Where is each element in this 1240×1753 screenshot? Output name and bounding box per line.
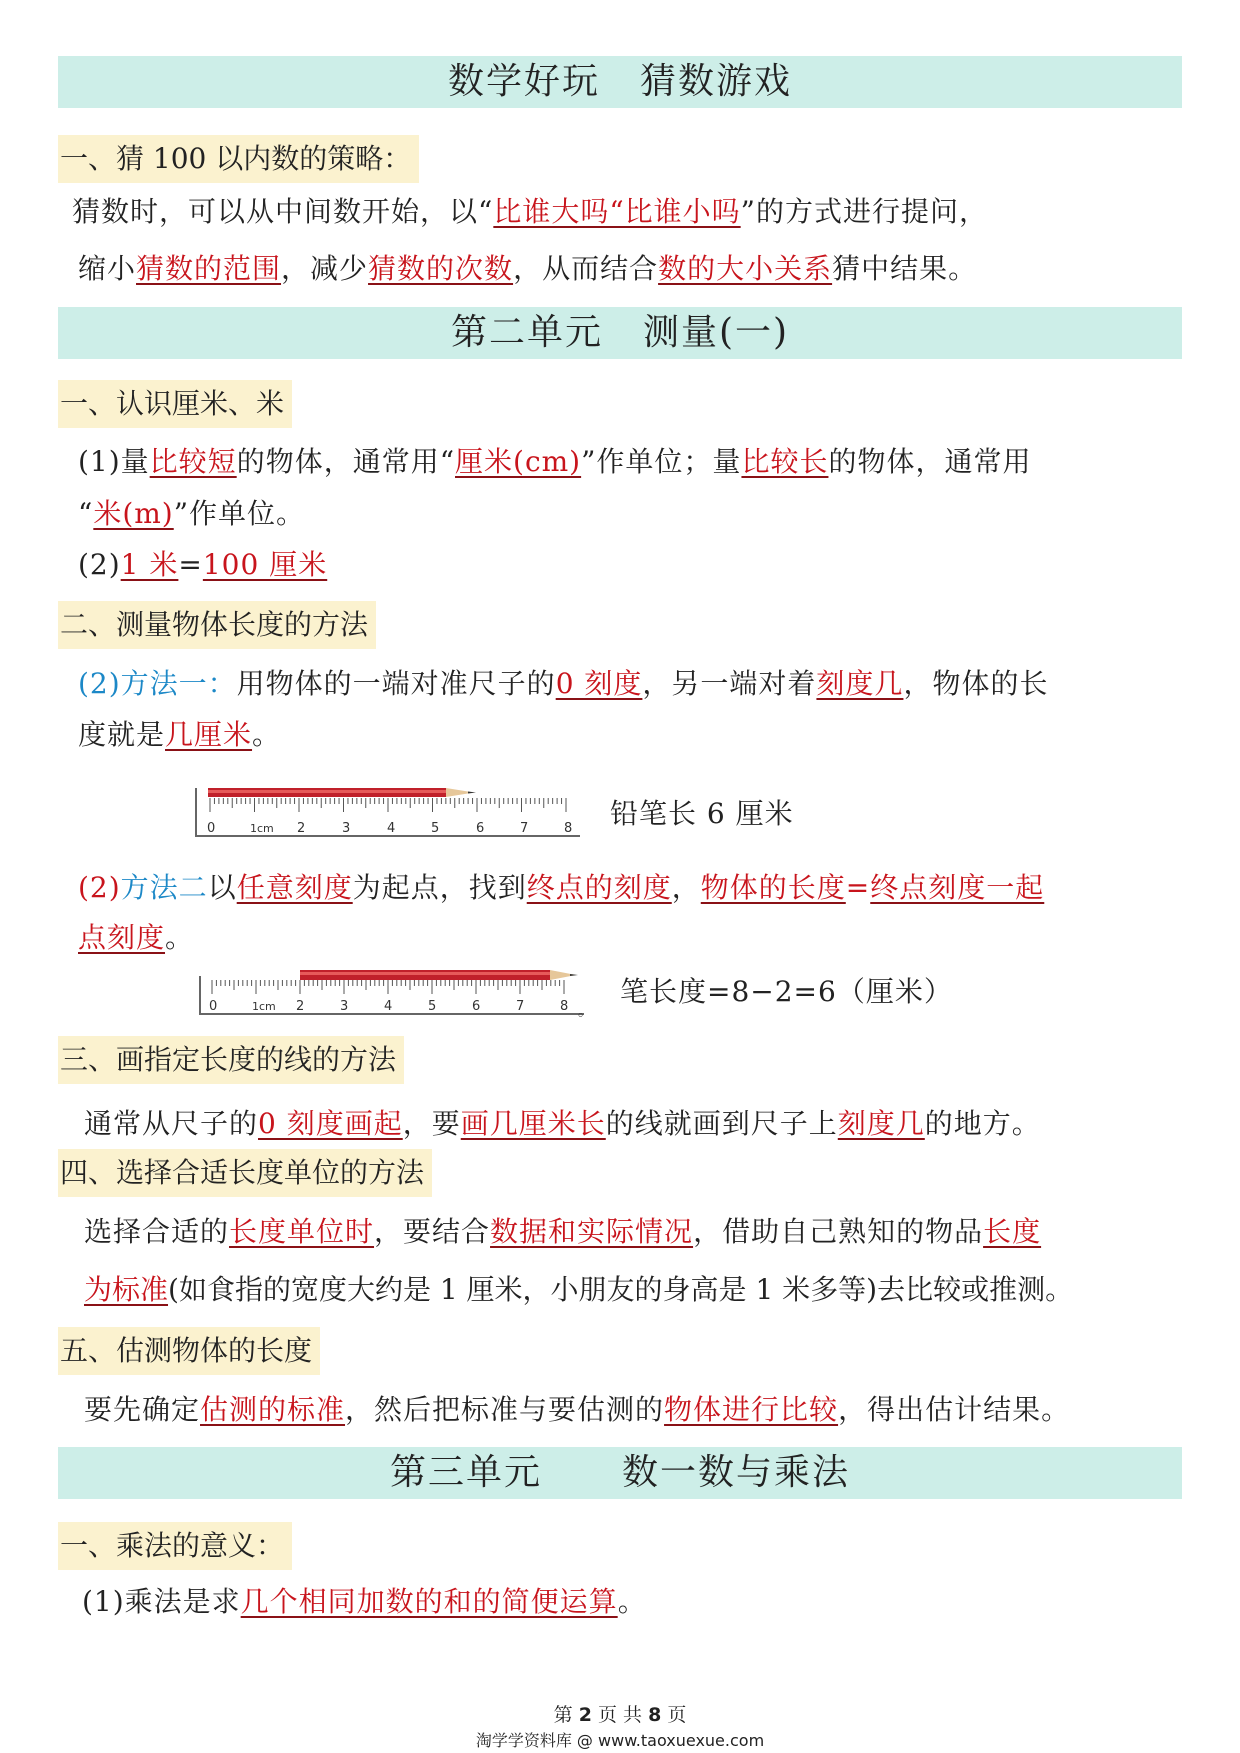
text: “ — [78, 497, 94, 530]
ruler-ticks — [210, 798, 566, 812]
answer-text: 0 刻度 — [555, 667, 643, 700]
paragraph-line — [78, 247, 977, 287]
section-heading-draw-line — [58, 1036, 404, 1084]
text: 的地方。 — [924, 1107, 1041, 1140]
answer-text: 长度单位时 — [229, 1215, 375, 1248]
text: (1)量 — [78, 445, 150, 478]
answer-text: 物体的长度 — [700, 871, 846, 904]
text: 度就是 — [78, 718, 166, 751]
text: 选择合适的 — [84, 1215, 230, 1248]
ruler-label-4: 4 — [384, 999, 393, 1014]
paragraph-line — [82, 1580, 647, 1620]
answer-text: 猜数的次数 — [368, 252, 514, 285]
heading-text: 四、选择合适长度单位的方法 — [60, 1156, 425, 1189]
text: 的线就画到尺子上 — [605, 1107, 838, 1140]
banner-math-fun — [58, 56, 1182, 108]
text: (2) — [78, 548, 121, 581]
heading-text: 一、乘法的意义： — [60, 1529, 285, 1562]
section-heading-cm-m — [58, 380, 292, 428]
ruler-label-6: 6 — [472, 999, 481, 1014]
paragraph-line — [84, 1388, 1070, 1428]
current-page: 2 — [578, 1704, 592, 1726]
ruler-label-2: 2 — [296, 999, 305, 1014]
ruler-label-3: 3 — [342, 821, 351, 836]
text: (1)乘法是求 — [82, 1585, 241, 1618]
answer-text: 0 刻度画起 — [258, 1107, 403, 1140]
text: ， — [671, 871, 701, 904]
heading-text: 二、测量物体长度的方法 — [60, 608, 369, 641]
text: ，得出估计结果。 — [838, 1393, 1071, 1426]
banner-unit-3 — [58, 1447, 1182, 1499]
text: ”的方式进行提问， — [740, 195, 988, 228]
answer-text: 物体进行比较 — [664, 1393, 839, 1426]
pencil-lead — [468, 792, 476, 794]
ruler-label-3: 3 — [340, 999, 349, 1014]
answer-text: 数的大小关系 — [658, 252, 833, 285]
paragraph-line — [78, 713, 281, 753]
text: 缩小 — [78, 252, 137, 285]
ruler-label-unit: 1cm — [250, 822, 274, 835]
banner-subtitle: 测量(一) — [642, 312, 790, 353]
ruler-label-5: 5 — [428, 999, 437, 1014]
ruler-label-7: 7 — [516, 999, 525, 1014]
banner-unit-2 — [58, 307, 1182, 359]
text: 的物体，通常用 — [828, 445, 1032, 478]
banner-subtitle: 数一数与乘法 — [622, 1452, 851, 1493]
banner-title: 数学好玩 — [447, 61, 600, 102]
ruler-caption-2: 笔长度=8−2=6（厘米） — [620, 975, 953, 1008]
method-label: (2)方法一： — [78, 667, 237, 700]
ruler-label-8: 8 — [564, 821, 573, 836]
text: ，从而结合 — [513, 252, 659, 285]
ruler-label-5: 5 — [431, 821, 440, 836]
ruler-label-7: 7 — [520, 821, 529, 836]
ruler-illustration-1 — [192, 780, 592, 842]
answer-text: 为标准 — [84, 1273, 169, 1306]
text: ，要结合 — [374, 1215, 491, 1248]
text: ，减少 — [281, 252, 369, 285]
text: 以 — [207, 871, 237, 904]
answer-text: 100 厘米 — [202, 548, 328, 581]
pencil-highlight — [300, 972, 550, 975]
site-watermark: 淘学学资料库 @ www.taoxuexue.com — [475, 1731, 765, 1750]
method-label: 方法二 — [120, 871, 208, 904]
answer-text: 比较短 — [149, 445, 237, 478]
ruler-label-8: 8 — [560, 999, 569, 1014]
text: ”作单位；量 — [581, 445, 742, 478]
answer-text: 米(m) — [93, 497, 174, 530]
paragraph-line — [84, 1102, 1041, 1142]
paragraph-line — [78, 662, 1048, 702]
answer-text: 估测的标准 — [200, 1393, 346, 1426]
banner-title: 第二单元 — [450, 312, 603, 353]
heading-text: 一、认识厘米、米 — [60, 387, 285, 420]
answer-text: 猜数的范围 — [136, 252, 282, 285]
section-heading-multiplication — [58, 1522, 292, 1570]
text: ”作单位。 — [173, 497, 306, 530]
text: ，借助自己熟知的物品 — [693, 1215, 984, 1248]
text: 猜数时，可以从中间数开始，以“ — [72, 195, 494, 228]
text: 第 — [553, 1704, 573, 1726]
text: 要先确定 — [84, 1393, 201, 1426]
ruler-label-4: 4 — [387, 821, 396, 836]
banner-subtitle: 猜数游戏 — [640, 61, 793, 102]
ruler-label-unit: 1cm — [252, 1000, 276, 1013]
ruler-caption-1: 铅笔长 6 厘米 — [610, 797, 794, 830]
banner-title: 第三单元 — [389, 1452, 542, 1493]
text: (如食指的宽度大约是 1 厘米，小朋友的身高是 1 米多等)去比较或推测。 — [168, 1273, 1074, 1306]
text: (2) — [78, 871, 121, 904]
pencil-highlight — [208, 790, 446, 793]
section-heading-estimate — [58, 1327, 320, 1375]
heading-text: 五、估测物体的长度 — [60, 1334, 313, 1367]
paragraph-line — [78, 543, 327, 583]
heading-text: 一、猜 100 以内数的策略： — [60, 142, 412, 175]
ruler-illustration-2 — [196, 962, 596, 1020]
answer-text: 终点的刻度 — [526, 871, 672, 904]
answer-text: 终点刻度一起 — [870, 871, 1045, 904]
answer-text: 长度 — [983, 1215, 1042, 1248]
answer-text: 比较长 — [741, 445, 829, 478]
ruler-label-0: 0 — [207, 821, 216, 836]
section-heading-guess-strategy — [58, 135, 419, 183]
text: 页 共 — [597, 1704, 643, 1726]
pencil-lead — [570, 974, 578, 976]
paragraph-line — [84, 1268, 1073, 1308]
answer-text: 1 米 — [120, 548, 179, 581]
ruler-dot: 。 — [578, 1004, 592, 1020]
paragraph-line — [78, 440, 1031, 480]
text: 通常从尺子的 — [84, 1107, 259, 1140]
text: ，然后把标准与要估测的 — [345, 1393, 665, 1426]
text: ，另一端对着 — [642, 667, 817, 700]
answer-text: 任意刻度 — [236, 871, 353, 904]
total-pages: 8 — [648, 1704, 662, 1726]
text: = — [845, 871, 871, 904]
text: 用物体的一端对准尺子的 — [236, 667, 556, 700]
ruler-label-2: 2 — [297, 821, 306, 836]
ruler-label-0: 0 — [209, 999, 218, 1014]
text: 。 — [165, 921, 195, 954]
answer-text: 点刻度 — [78, 921, 166, 954]
answer-text: 几个相同加数的和的简便运算 — [240, 1585, 618, 1618]
answer-text: 数据和实际情况 — [490, 1215, 694, 1248]
paragraph-line — [78, 916, 194, 956]
section-heading-choose-unit — [58, 1149, 432, 1197]
answer-text: 比谁大吗“比谁小吗 — [493, 195, 741, 228]
text: 。 — [252, 718, 282, 751]
answer-text: 厘米(cm) — [455, 445, 582, 478]
paragraph-line — [72, 190, 988, 230]
paragraph-line — [78, 866, 1044, 906]
section-heading-measure-method — [58, 601, 376, 649]
paragraph-line — [78, 492, 305, 532]
text: 为起点，找到 — [352, 871, 527, 904]
text: 页 — [667, 1704, 687, 1726]
text: ，要 — [402, 1107, 461, 1140]
text: 。 — [617, 1585, 647, 1618]
heading-text: 三、画指定长度的线的方法 — [60, 1043, 397, 1076]
ruler-label-6: 6 — [476, 821, 485, 836]
answer-text: 刻度几 — [816, 667, 904, 700]
text: 猜中结果。 — [832, 252, 978, 285]
text: ，物体的长 — [903, 667, 1049, 700]
answer-text: 刻度几 — [837, 1107, 925, 1140]
page-number — [0, 1700, 1240, 1727]
answer-text: 几厘米 — [165, 718, 253, 751]
text: = — [178, 548, 203, 581]
text: 的物体，通常用“ — [236, 445, 456, 478]
answer-text: 画几厘米长 — [460, 1107, 606, 1140]
ruler-ticks — [212, 980, 564, 994]
paragraph-line — [84, 1210, 1041, 1250]
